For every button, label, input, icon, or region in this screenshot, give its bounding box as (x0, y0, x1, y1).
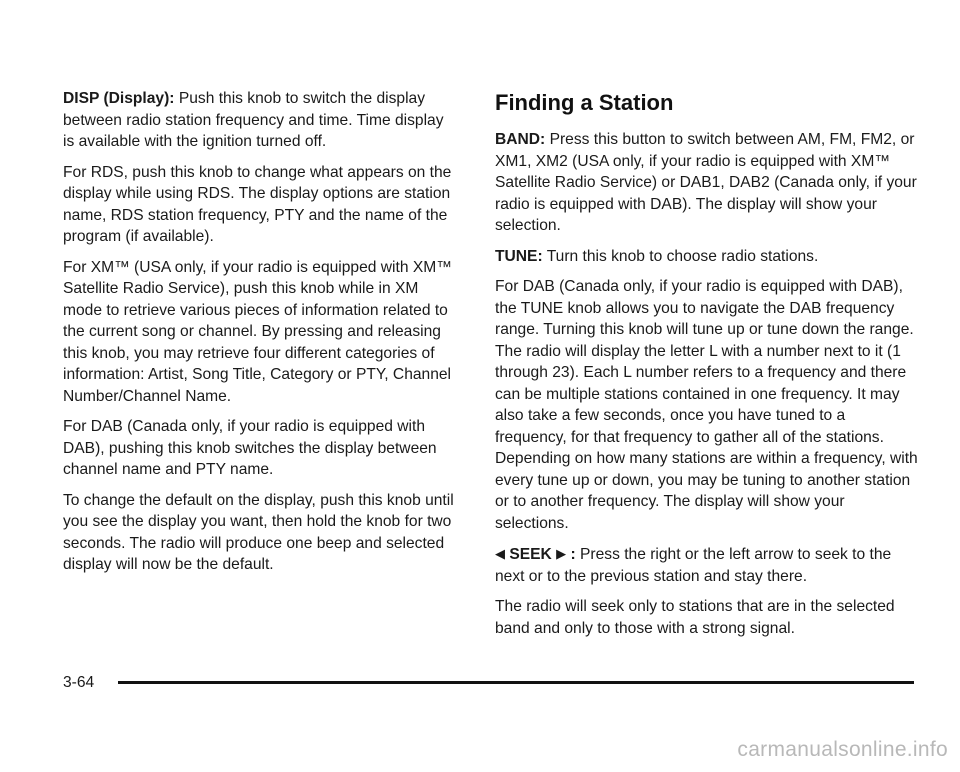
default-display-paragraph: To change the default on the display, push this knob until you see the display you want, then hold the knob for two seconds. The radio will produce one beep and selected display will now be the default. (63, 491, 454, 573)
left-column (63, 88, 458, 585)
page-number: 3-64 (63, 674, 95, 691)
rds-paragraph: For RDS, push this knob to change what appears on the display while using RDS. The display options are station name, RDS station frequency, PTY and the name of the program (if available). (63, 163, 452, 245)
left-arrow-icon: ◀ (495, 546, 505, 561)
tune-term: TUNE: (495, 247, 543, 265)
seek-text: Press the right or the left arrow to seek to the next or to the previous station and stay there. (495, 546, 892, 585)
seek-paragraph (495, 543, 920, 587)
disp-paragraph (63, 88, 458, 153)
band-text: Press this button to switch between AM, FM, FM2, or XM1, XM2 (USA only, if your radio is equipped with XM™ Satellite Radio Service) or DAB1, DAB2 (Canada only, if your radio is equipped with DAB). The display will show your selection. (495, 131, 917, 234)
disp-text: Push this knob to switch the display between radio station frequency and time. Time display is available with the ignition turned off. (63, 90, 444, 150)
tune-text: Turn this knob to choose radio stations. (542, 247, 819, 265)
band-paragraph (495, 129, 920, 237)
seek-strong-paragraph: The radio will seek only to stations that are in the selected band and only to those with a strong signal. (495, 598, 895, 637)
disp-term: DISP (Display): (63, 90, 175, 107)
right-arrow-icon: ▶ (556, 546, 567, 561)
watermark-text: carmanualsonline.info (737, 738, 948, 761)
right-column (495, 90, 920, 648)
band-term: BAND: (495, 131, 546, 148)
xm-paragraph: For XM™ (USA only, if your radio is equipped with XM™ Satellite Radio Service), push this knob while in XM mode to retrieve various pieces of information related to the current song or channel. By pressing and releasing this knob, you may retrieve four different categories of information: Artist, Song Title, Category or PTY, Channel Number/Channel Name. (63, 258, 452, 405)
dab-display-paragraph: For DAB (Canada only, if your radio is equipped with DAB), pushing this knob switches the display between channel name and PTY name. (63, 418, 437, 478)
section-heading: Finding a Station (495, 90, 674, 115)
seek-term: SEEK (509, 546, 552, 563)
tune-paragraph (495, 246, 920, 268)
seek-colon: : (566, 546, 576, 563)
footer-divider (118, 681, 914, 684)
dab-tune-paragraph: For DAB (Canada only, if your radio is equipped with DAB), the TUNE knob allows you to navigate the DAB frequency range. Turning this knob will tune up or tune down the range. The radio will display the letter L with a number next to it (1 through 23). Each L number refers to a frequency and there can be multiple stations contained in one frequency. It may also take a few seconds, once you have tuned to a frequency, for that frequency to gather all of the stations. Depending on how many stations are within a frequency, with every tune up or down, you may be tuning to another station or to another frequency. The display will show your selections. (495, 278, 918, 532)
